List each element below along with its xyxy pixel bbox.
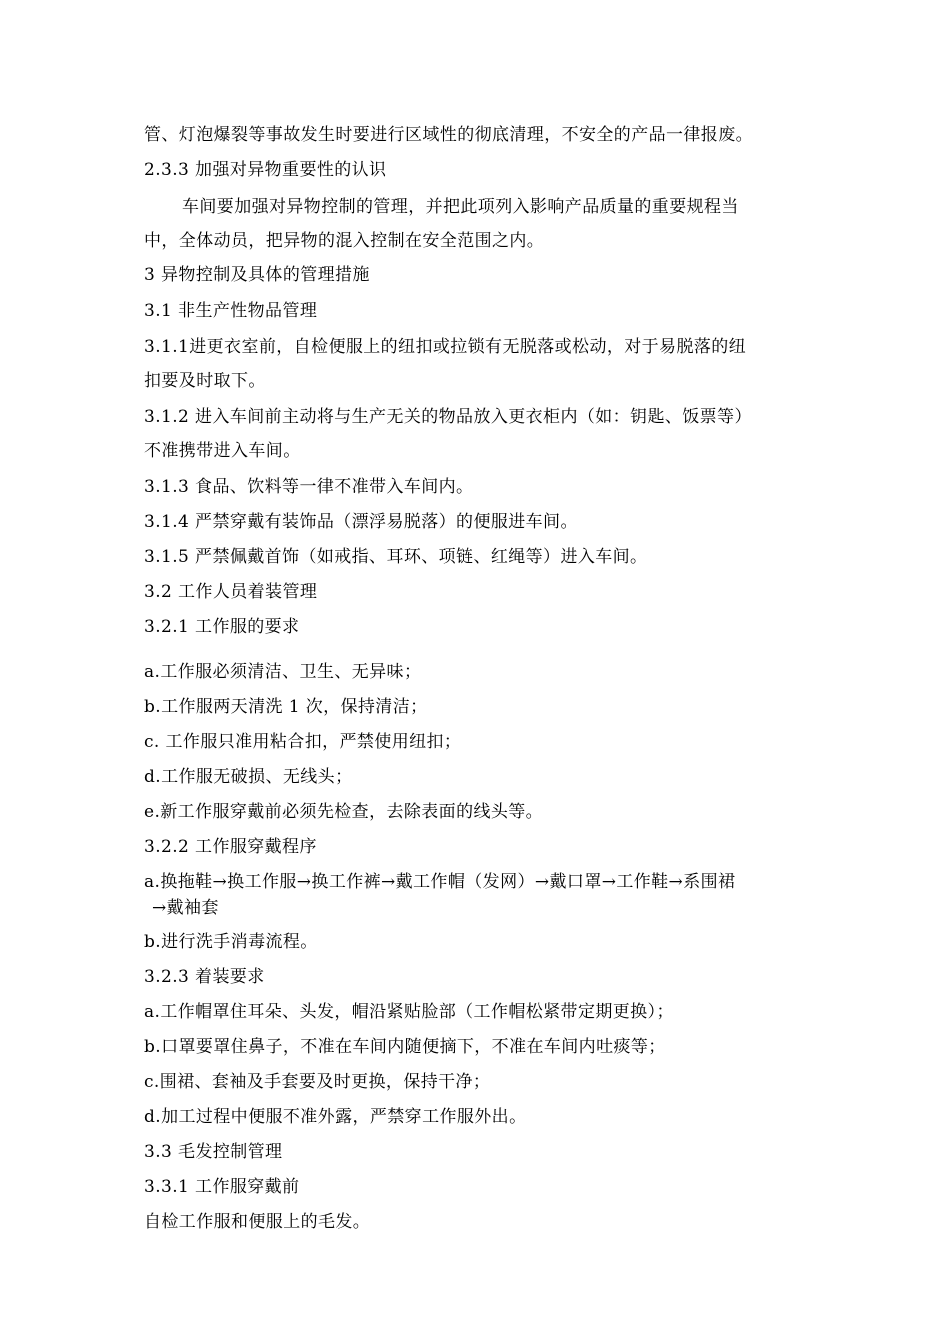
- procedure-step-a: a.换拖鞋→换工作服→换工作裤→戴工作帽（发网）→戴口罩→工作鞋→系围裙: [144, 872, 736, 892]
- text-line-1: 管、灯泡爆裂等事故发生时要进行区域性的彻底清理，不安全的产品一律报废。: [144, 125, 753, 145]
- section-heading-3-2-2: 3.2.2 工作服穿戴程序: [144, 837, 317, 857]
- list-item-b: b.工作服两天清洗 1 次，保持清洁；: [144, 697, 428, 717]
- list-item-e: e.新工作服穿戴前必须先检查，去除表面的线头等。: [144, 802, 544, 822]
- text-line-3: 车间要加强对异物控制的管理，并把此项列入影响产品质量的重要规程当: [182, 197, 739, 217]
- list-item-a: a.工作服必须清洁、卫生、无异味；: [144, 662, 422, 682]
- section-heading-3-2: 3.2 工作人员着装管理: [144, 582, 318, 602]
- procedure-step-a-cont: →戴袖套: [152, 898, 219, 918]
- dress-requirement-b: b.口罩要罩住鼻子，不准在车间内随便摘下，不准在车间内吐痰等；: [144, 1037, 666, 1057]
- text-line-3-1-2: 3.1.2 进入车间前主动将与生产无关的物品放入更衣柜内（如：钥匙、饭票等）: [144, 407, 752, 427]
- section-heading-2-3-3: 2.3.3 加强对异物重要性的认识: [144, 160, 387, 180]
- text-line-3-1-1: 3.1.1进更衣室前，自检便服上的纽扣或拉锁有无脱落或松动，对于易脱落的纽: [144, 337, 747, 357]
- section-heading-3-3: 3.3 毛发控制管理: [144, 1142, 283, 1162]
- text-line-3-1-1-cont: 扣要及时取下。: [144, 371, 266, 391]
- text-line-3-1-5: 3.1.5 严禁佩戴首饰（如戒指、耳环、项链、红绳等）进入车间。: [144, 547, 648, 567]
- text-line-3-1-2-cont: 不准携带进入车间。: [144, 441, 301, 461]
- section-heading-3-2-1: 3.2.1 工作服的要求: [144, 617, 300, 637]
- list-item-d: d.工作服无破损、无线头；: [144, 767, 353, 787]
- section-heading-3-2-3: 3.2.3 着装要求: [144, 967, 265, 987]
- dress-requirement-c: c.围裙、套袖及手套要及时更换，保持干净；: [144, 1072, 491, 1092]
- text-line-3-1-4: 3.1.4 严禁穿戴有装饰品（漂浮易脱落）的便服进车间。: [144, 512, 578, 532]
- text-line-last: 自检工作服和便服上的毛发。: [144, 1212, 371, 1232]
- section-heading-3: 3 异物控制及具体的管理措施: [144, 265, 370, 285]
- dress-requirement-a: a.工作帽罩住耳朵、头发，帽沿紧贴脸部（工作帽松紧带定期更换）；: [144, 1002, 674, 1022]
- procedure-step-b: b.进行洗手消毒流程。: [144, 932, 318, 952]
- section-heading-3-3-1: 3.3.1 工作服穿戴前: [144, 1177, 300, 1197]
- text-line-4: 中，全体动员，把异物的混入控制在安全范围之内。: [144, 231, 545, 251]
- dress-requirement-d: d.加工过程中便服不准外露，严禁穿工作服外出。: [144, 1107, 527, 1127]
- text-line-3-1-3: 3.1.3 食品、饮料等一律不准带入车间内。: [144, 477, 474, 497]
- section-heading-3-1: 3.1 非生产性物品管理: [144, 301, 318, 321]
- list-item-c: c. 工作服只准用粘合扣，严禁使用纽扣；: [144, 732, 462, 752]
